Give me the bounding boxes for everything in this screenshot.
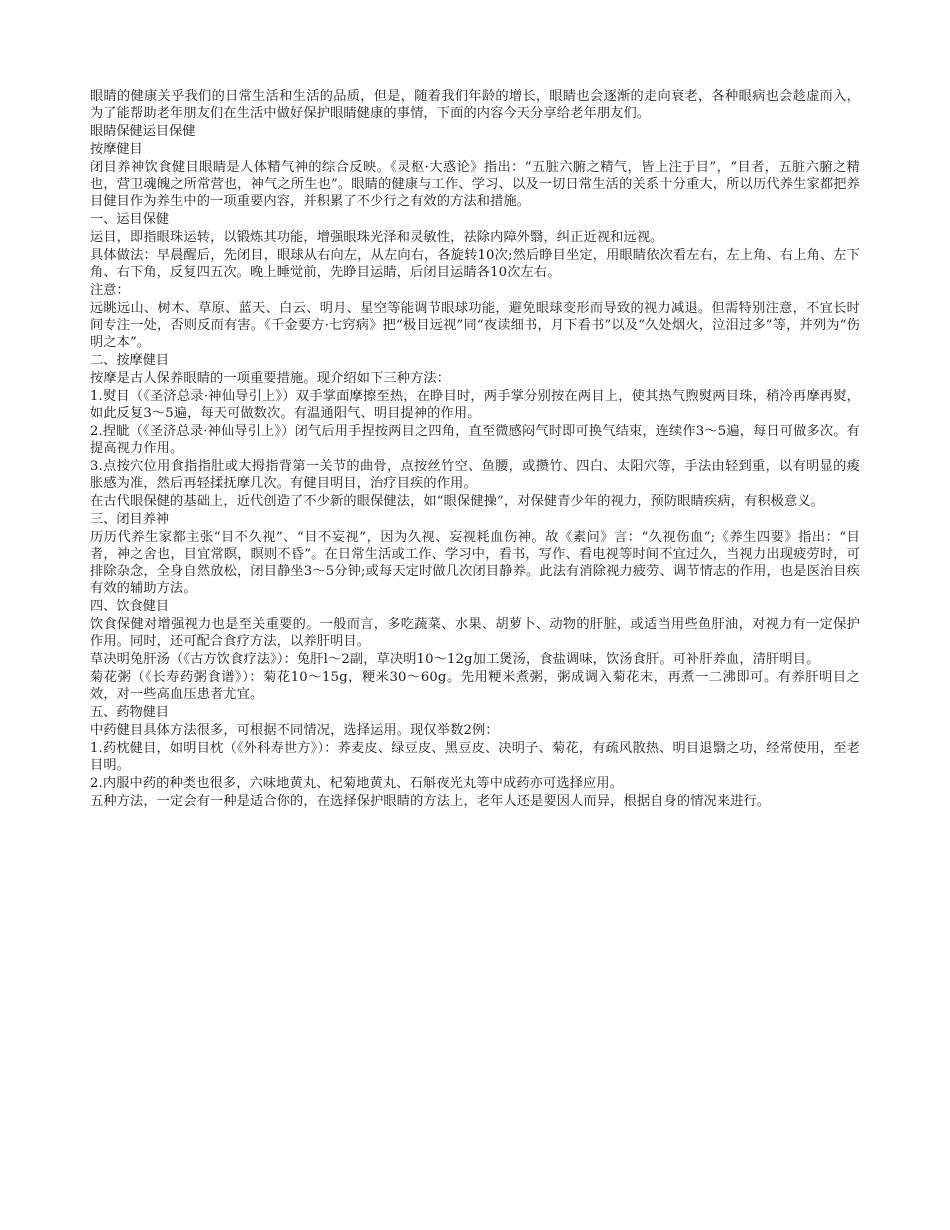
intro-paragraph: 眼睛的健康关乎我们的日常生活和生活的品质，但是，随着我们年龄的增长，眼睛也会逐渐的走向衰老，各种眼病也会趁虚而入，为了能帮助老年朋友们在生活中做好保护眼睛健康的事情，下面的内容今天分享给老年朋友们。 xyxy=(90,89,860,121)
paragraph: 在古代眼保健的基础上，近代创造了不少新的眼保健法，如“眼保健操”，对保健青少年的视力，预防眼睛疾病，有积极意义。 xyxy=(90,494,825,509)
paragraph: 历历代养生家都主张“目不久视”、“目不妄视”，因为久视、妄视耗血伤神。故《素问》言：“久视伤血”;《养生四要》指出：“目者，神之舍也，目宜常瞑，瞑则不昏”。在日常生活或工作、学习中，看书，写作、看电视等时间不宜过久，当视力出现疲劳时，可排除杂念，全身自然放松，闭目静坐3～5分钟;或每天定时做几次闭目静养。此法有消除视力疲劳、调节情志的作用，也是医治目疾有效的辅助方法。 xyxy=(90,530,860,596)
paragraph: 菊花粥（《长寿药粥食谱》）：菊花10～15g，粳米30～60g。先用粳米煮粥，粥成调入菊花末，再煮一二沸即可。有养肝明目之效，对一些高血压患者尤宜。 xyxy=(90,670,860,702)
paragraph: 1.熨目（《圣济总录·神仙导引上》）双手掌面摩擦至热，在睁目时，两手掌分别按在两目上，使其热气煦熨两目珠，稍冷再摩再熨，如此反复3～5遍，每天可做数次。有温通阳气、明目提神的作用。 xyxy=(90,389,860,421)
note-label: 注意： xyxy=(90,283,130,298)
paragraph: 2.内服中药的种类也很多，六味地黄丸、杞菊地黄丸、石斛夜光丸等中成药亦可选择应用。 xyxy=(90,776,624,791)
section-heading: 一、运目保健 xyxy=(90,212,170,227)
paragraph: 运目，即指眼珠运转，以锻炼其功能，增强眼珠光泽和灵敏性，祛除内障外翳，纠正近视和远视。 xyxy=(90,230,664,245)
paragraph: 2.捏眦（《圣济总录·神仙导引上》）闭气后用手捏按两目之四角，直至微感闷气时即可换气结束，连续作3～5遍，每日可做多次。有提高视力作用。 xyxy=(90,424,860,456)
section-title: 眼睛保健运目保健 xyxy=(90,124,196,139)
paragraph: 远眺远山、树木、草原、蓝天、白云、明月、星空等能调节眼球功能，避免眼球变形而导致的视力减退。但需特别注意，不宜长时间专注一处，否则反而有害。《千金要方·七窍病》把“极目远视”同“夜读细书，月下看书”以及“久处烟火，泣泪过多”等，并列为“伤明之本”。 xyxy=(90,301,860,350)
section-heading: 五、药物健目 xyxy=(90,705,170,720)
section-title: 按摩健目 xyxy=(90,142,143,157)
paragraph: 按摩是古人保养眼睛的一项重要措施。现介绍如下三种方法： xyxy=(90,371,451,386)
section-heading: 三、闭目养神 xyxy=(90,512,170,527)
overview-paragraph: 闭目养神饮食健目眼睛是人体精气神的综合反映。《灵枢·大惑论》指出：“五脏六腑之精气，皆上注于目”，“目者，五脏六腑之精也，营卫魂魄之所常营也，神气之所生也”。眼睛的健康与工作、学习、以及一切日常生活的关系十分重大，所以历代养生家都把养目健目作为养生中的一项重要内容，并积累了不少行之有效的方法和措施。 xyxy=(90,160,860,209)
conclusion-paragraph: 五种方法，一定会有一种是适合你的，在选择保护眼睛的方法上，老年人还是要因人而异，根据自身的情况来进行。 xyxy=(90,794,771,809)
paragraph: 饮食保健对增强视力也是至关重要的。一般而言，多吃蔬菜、水果、胡萝卜、动物的肝脏，或适当用些鱼肝油，对视力有一定保护作用。同时，还可配合食疗方法，以养肝明目。 xyxy=(90,617,860,649)
section-heading: 四、饮食健目 xyxy=(90,599,170,614)
paragraph: 草决明兔肝汤（《古方饮食疗法》）：兔肝l～2副，草决明10～12g加工煲汤，食盐调味，饮汤食肝。可补肝养血，清肝明目。 xyxy=(90,652,820,667)
paragraph: 中药健目具体方法很多，可根据不同情况，选择运用。现仅举数2例： xyxy=(90,723,499,738)
section-heading: 二、按摩健目 xyxy=(90,353,170,368)
paragraph: 1.药枕健目，如明目枕（《外科寿世方》）：荞麦皮、绿豆皮、黑豆皮、决明子、菊花，有疏风散热、明目退翳之功，经常使用，至老目明。 xyxy=(90,741,860,773)
paragraph: 3.点按穴位用食指指肚或大拇指背第一关节的曲骨，点按丝竹空、鱼腰，或攒竹、四白、太阳穴等，手法由轻到重，以有明显的痠胀感为准，然后再轻揉抚摩几次。有健目明目，治疗目疾的作用。 xyxy=(90,459,860,491)
article-body xyxy=(90,88,860,811)
paragraph: 具体做法：早晨醒后，先闭目，眼球从右向左，从左向右，各旋转10次;然后睁目坐定，用眼睛依次看左右，左上角、右上角、左下角、右下角，反复四五次。晚上睡觉前，先睁目运睛，后闭目运睛各10次左右。 xyxy=(90,248,860,280)
